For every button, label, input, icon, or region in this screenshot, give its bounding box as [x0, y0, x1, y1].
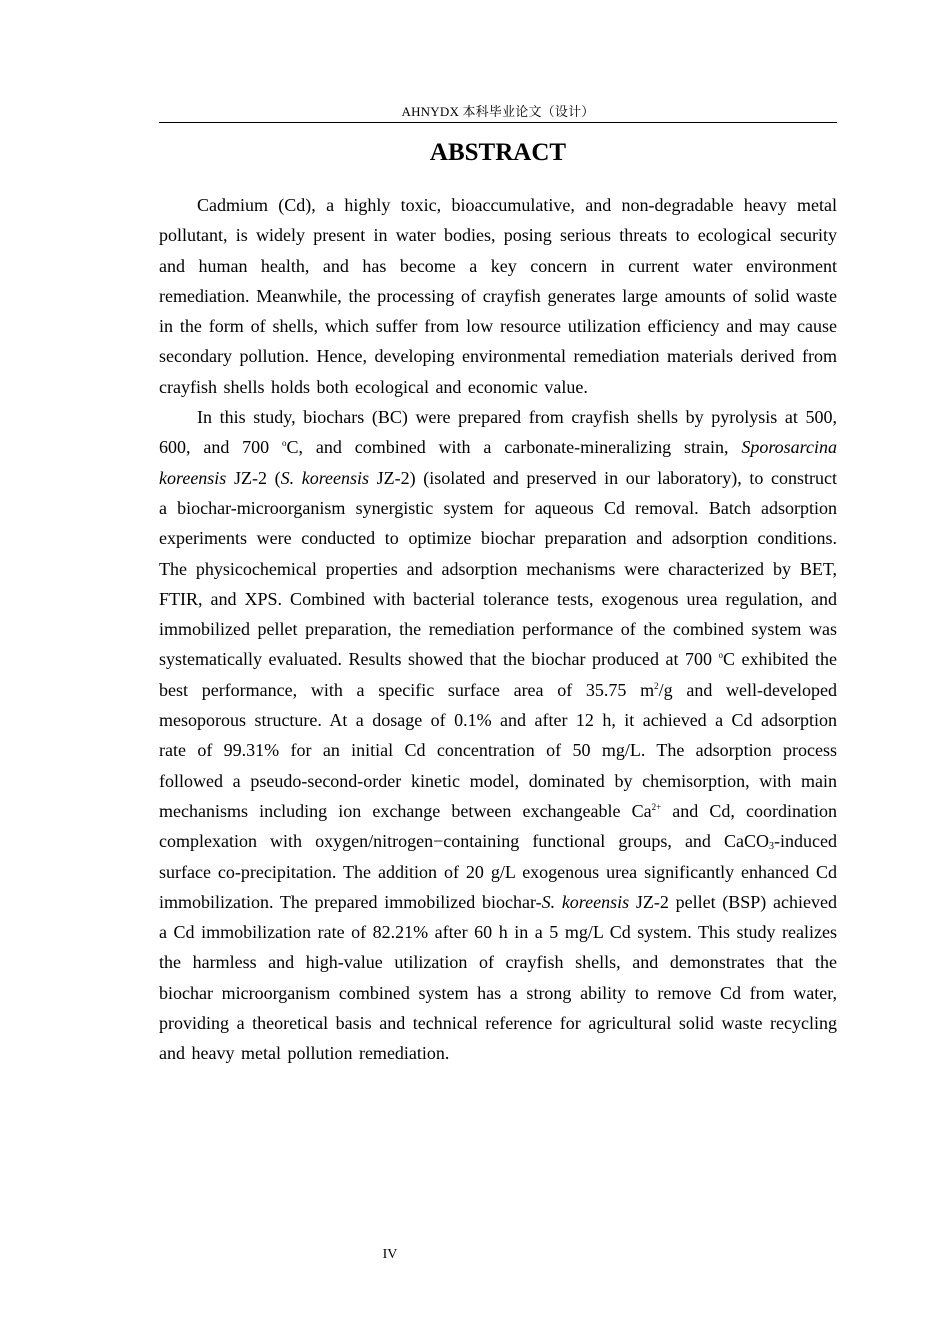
paragraph-2-text-c: JZ-2 (: [226, 467, 281, 488]
paragraph-2-text-d: JZ-2) (isolated and preserved in our laboratory), to construct a biochar-microorganism synergistic system for aqueous Cd removal. Batch adsorption experiments were conducted to optimize biochar preparation and adsorption conditions. The physicochemical properties and adsorption mechanisms were characterized by BET, FTIR, and XPS. Combined with bacterial tolerance tests, exogenous urea regulation, and immobilized pellet preparation, the remediation performance of the combined system was systematically evaluated. Results showed that the biochar produced at 700: [159, 467, 838, 670]
header-rule: [159, 122, 837, 123]
paragraph-2-text-f: /g and well-developed mesoporous structure. At a dosage of 0.1% and after 12 h, it achieved a Cd adsorption rate of 99.31% for an initial Cd concentration of 50 mg/L. The adsorption process followed a pseudo-second-order kinetic model, dominated by chemisorption, with main mechanisms including ion exchange between exchangeable Ca: [159, 679, 837, 821]
running-header: AHNYDX 本科毕业论文（设计）: [401, 104, 595, 119]
abstract-paragraph-1: Cadmium (Cd), a highly toxic, bioaccumulative, and non-degradable heavy metal pollutant, is widely present in water bodies, posing serious threats to ecological security and human health, and has become a key concern in current water environment remediation. Meanwhile, the processing of crayfish generates large amounts of solid waste in the form of shells, which suffer from low resource utilization efficiency and may cause secondary pollution. Hence, developing environmental remediation materials derived from crayfish shells holds both ecological and economic value.: [159, 195, 837, 397]
paragraph-2-text-a: In this study, biochars (BC) were prepared from crayfish shells by pyrolysis at 500, 600, and 700: [159, 407, 837, 458]
page-number: IV: [382, 1247, 398, 1262]
paragraph-2-text-h: -induced surface co-precipitation. The addition of 20 g/L exogenous urea significantly enhanced Cd immobilization. The prepared immobilized biochar-: [159, 831, 837, 912]
paragraph-2-text-e: C exhibited the best performance, with a specific surface area of 35.75 m: [159, 649, 837, 700]
ion-charge-superscript: 2+: [651, 801, 662, 812]
species-name-full: Sporosarcina koreensis: [159, 437, 837, 488]
abstract-paragraph-2: [159, 402, 837, 1069]
paragraph-2-text-g: and Cd, coordination complexation with oxygen/nitrogen−containing functional groups, and CaCO: [159, 800, 837, 852]
degree-superscript: o: [282, 438, 287, 449]
abstract-title: ABSTRACT: [429, 139, 567, 166]
degree-superscript: o: [718, 650, 723, 661]
formula-subscript: 3: [769, 841, 775, 853]
species-name-abbrev: S. koreensis: [541, 891, 630, 912]
squared-superscript: 2: [654, 680, 659, 691]
paragraph-2-text-i: JZ-2 pellet (BSP) achieved a Cd immobilization rate of 82.21% after 60 h in a 5 mg/L Cd system. This study realizes the harmless and high-value utilization of crayfish shells, and demonstrates that the biochar microorganism combined system has a strong ability to remove Cd from water, providing a theoretical basis and technical reference for agricultural solid waste recycling and heavy metal pollution remediation.: [159, 891, 837, 1064]
abstract-body: [159, 190, 837, 1069]
species-name-abbrev: S. koreensis: [280, 467, 370, 488]
paragraph-2-text-b: C, and combined with a carbonate-mineralizing strain,: [286, 437, 742, 458]
